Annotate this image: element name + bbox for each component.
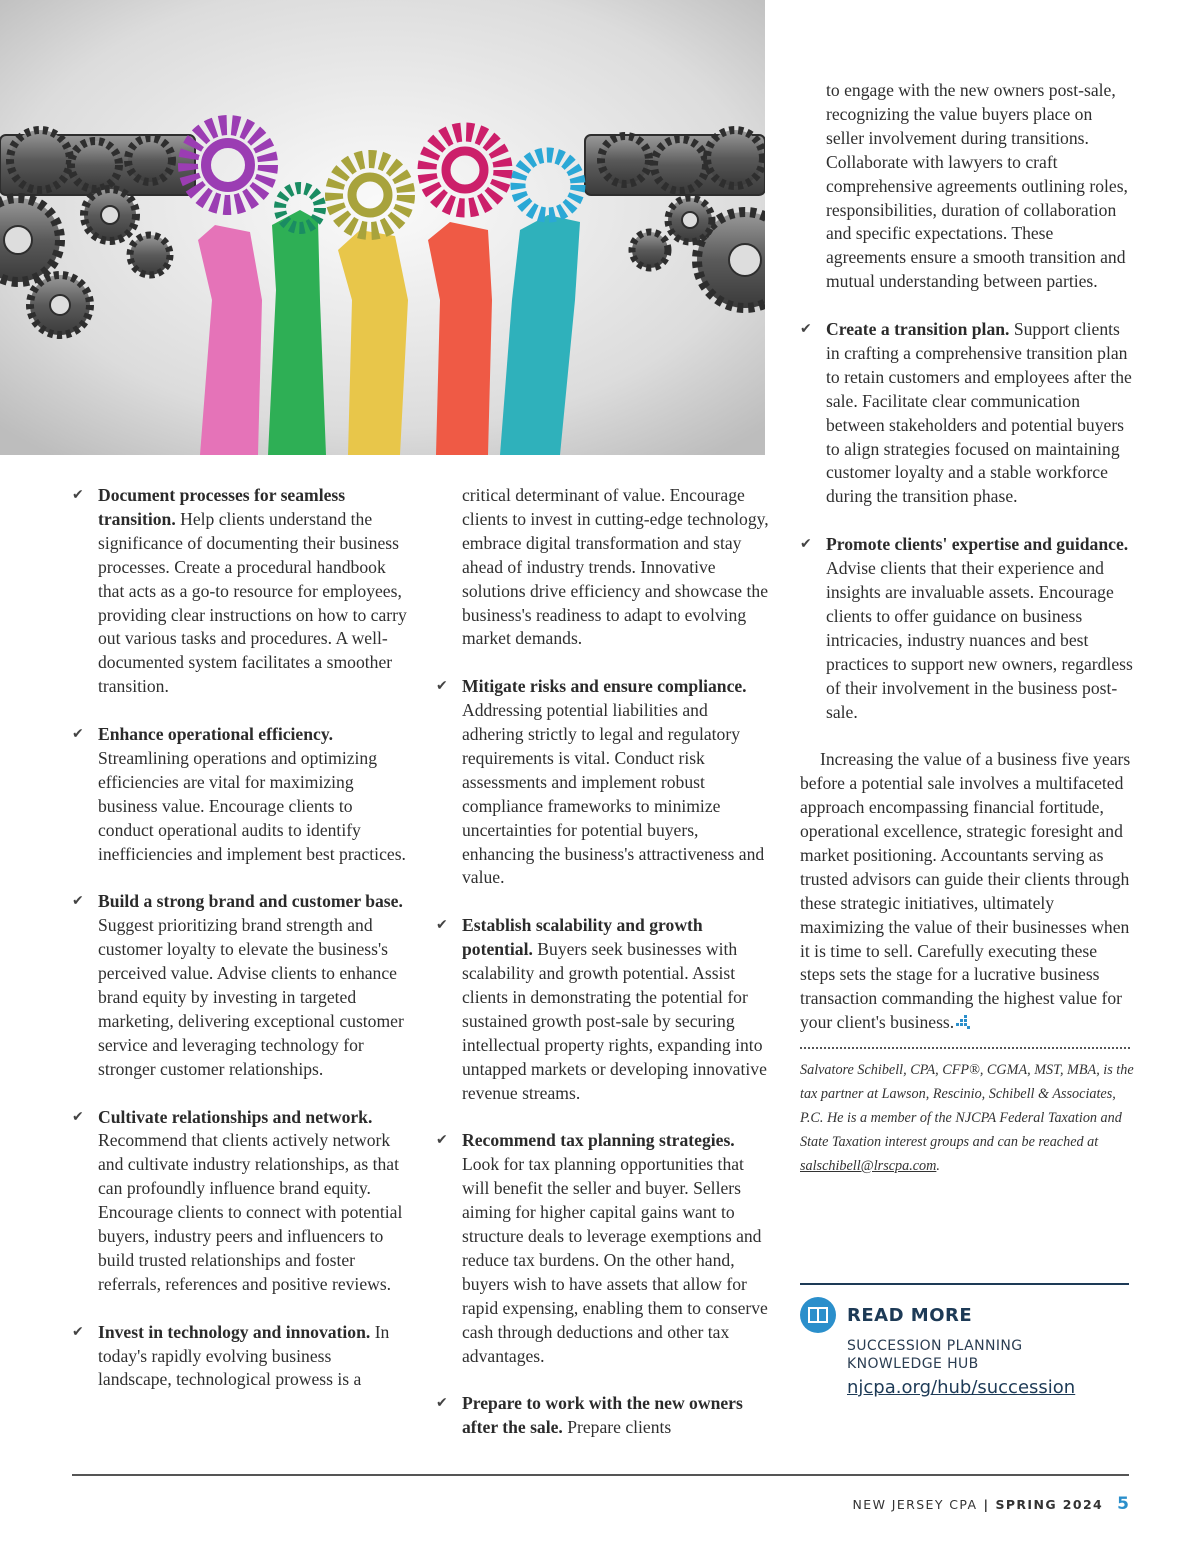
page-footer [853, 1494, 1129, 1514]
closing-paragraph-text: Increasing the value of a business five years before a potential sale involves a multifaceted approach encompassing financial fortitude, operational excellence, strategic foresight and market positioning. Accountants serving as trusted advisors can guide their clients through these strategic initiatives, ultimately maximizing the value of their businesses when it is time to sell. Carefully executing these steps sets the stage for a lucrative business transaction commanding the highest value for your client's business. [800, 749, 1131, 1033]
checkmark-icon: ✔ [800, 536, 812, 553]
bullet-title: Invest in technology and innovation. [98, 1321, 371, 1342]
bullet-item [436, 1129, 772, 1368]
author-bio [800, 1059, 1134, 1179]
bullet-title: Recommend tax planning strategies. [462, 1130, 735, 1151]
bullet-item [436, 675, 772, 890]
page-number: 5 [1117, 1494, 1129, 1514]
text-column-3 [800, 79, 1134, 1179]
bullet-item [72, 723, 408, 866]
continued-text: to engage with the new owners post-sale, recognizing the value buyers place on seller involvement during transitions. Collaborate with lawyers to craft comprehensive agreements outlining roles, responsibilities, duration of collaboration and specific expectations. These agreements ensure a smooth transition and mutual understanding between parties. [826, 80, 1128, 292]
checkmark-icon: ✔ [72, 893, 84, 910]
author-bio-end: . [936, 1157, 940, 1174]
bullet-body: Help clients understand the significance of documenting their business processes. Create a procedural handbook that acts as a go-to resource for employees, providing clear instructions on how to carry out various tasks and procedures. A well-documented system facilitates a smoother transition. [98, 508, 407, 697]
checkmark-icon: ✔ [436, 1132, 448, 1149]
bullet-title: Create a transition plan. [826, 319, 1010, 340]
bullet-item [72, 484, 408, 699]
bullet-title: Prepare to work with the new owners after the sale. [462, 1393, 743, 1438]
read-more-link[interactable]: njcpa.org/hub/succession [847, 1377, 1076, 1398]
bullet-body: Streamlining operations and optimizing efficiencies are vital for maximizing business value. Encourage clients to conduct operational audits to identify inefficiencies and implement best practices. [98, 747, 406, 864]
bullet-body: Support clients in crafting a comprehensive transition plan to retain customers and employees after the sale. Facilitate clear communication between stakeholders and potential buyers to align strategies focused on maintaining customer loyalty and a stable workforce during the transition phase. [826, 319, 1132, 507]
checkmark-icon: ✔ [72, 726, 84, 743]
bullet-title: Mitigate risks and ensure compliance. [462, 676, 747, 697]
bullet-body: Suggest prioritizing brand strength and customer loyalty to elevate the business's perceived value. Advise clients to enhance brand equity by investing in targeted marketing, delivering exceptional customer service and leveraging technology for stronger customer relationships. [98, 915, 404, 1079]
checkmark-icon: ✔ [436, 1395, 448, 1412]
checkmark-icon: ✔ [72, 1108, 84, 1125]
bullet-item [800, 318, 1134, 509]
footer-separator: | [983, 1497, 990, 1512]
closing-paragraph [800, 748, 1134, 1035]
read-more-subtitle: SUCCESSION PLANNING KNOWLEDGE HUB [847, 1338, 1023, 1372]
author-divider [800, 1047, 1130, 1049]
bullet-item [436, 914, 772, 1105]
read-more-title: READ MORE [847, 1305, 973, 1326]
bullet-title: Build a strong brand and customer base. [98, 891, 403, 912]
publication-name: NEW JERSEY CPA [852, 1497, 978, 1512]
footer-divider [72, 1474, 1129, 1476]
bullet-body: Prepare clients [567, 1417, 672, 1438]
bullet-item [800, 533, 1134, 724]
read-more-box [800, 1283, 1129, 1398]
author-email-link[interactable]: salschibell@lrscpa.com [800, 1157, 937, 1174]
bullet-body: Addressing potential liabilities and adhering strictly to legal and regulatory requirements is vital. Conduct risk assessments and implement robust compliance frameworks to minimize uncertainties for potential buyers, enhancing the business's attractiveness and value. [462, 700, 765, 888]
bullet-title: Establish scalability and growth potential. [462, 915, 703, 960]
bullet-item [72, 890, 408, 1081]
bullet-item [436, 1392, 772, 1440]
checkmark-icon: ✔ [72, 1323, 84, 1340]
hero-image [0, 0, 765, 455]
bullet-body: Buyers seek businesses with scalability and growth potential. Assist clients in demonstrating the potential for sustained growth post-sale by securing intellectual property rights, expanding into untapped markets or developing innovative revenue streams. [462, 939, 767, 1103]
checkmark-icon: ✔ [800, 321, 812, 338]
issue-label: SPRING 2024 [995, 1497, 1104, 1512]
text-column-2 [436, 484, 772, 1464]
bullet-title: Cultivate relationships and network. [98, 1106, 373, 1127]
checkmark-icon: ✔ [436, 917, 448, 934]
bullet-body: Look for tax planning opportunities that will benefit the seller and buyer. Sellers aiming for higher capital gains want to structure deals to leverage exemptions and reduce tax burdens. On the other hand, buyers wish to have assets that allow for rapid expensing, enabling them to conserve cash through deductions and other tax advantages. [462, 1154, 768, 1366]
bullet-body: Recommend that clients actively network and cultivate industry relationships, as that can profoundly influence brand equity. Encourage clients to connect with potential buyers, industry peers and influencers to build trusted relationships and foster referrals, references and positive reviews. [98, 1130, 403, 1294]
bullet-body: In today's rapidly evolving business landscape, technological prowess is a [98, 1321, 390, 1390]
text-column-1 [72, 484, 408, 1416]
bullet-item [72, 1321, 408, 1393]
bullet-title: Enhance operational efficiency. [98, 724, 334, 745]
checkmark-icon: ✔ [72, 487, 84, 503]
hands-holding-gears-illustration [0, 0, 765, 455]
bullet-item [72, 1106, 408, 1297]
bullet-body: Advise clients that their experience and insights are invaluable assets. Encourage clients to offer guidance on business intricacies, industry nuances and best practices to support new owners, regardless of their involvement in the business post-sale. [826, 558, 1133, 722]
bullet-title: Document processes for seamless transition. [98, 485, 346, 529]
book-icon [800, 1297, 836, 1333]
end-mark-icon [956, 1015, 970, 1029]
continued-text: critical determinant of value. Encourage clients to invest in cutting-edge technology, embrace digital transformation and stay ahead of industry trends. Innovative solutions drive efficiency and showcase the business's readiness to adapt to evolving market demands. [462, 485, 769, 649]
bullet-title: Promote clients' expertise and guidance. [826, 534, 1129, 555]
author-bio-text: Salvatore Schibell, CPA, CFP®, CGMA, MST, MBA, is the tax partner at Lawson, Rescinio, Schibell & Associates, P.C. He is a member of the NJCPA Federal Taxation and State Taxation interest groups and can be reached at [800, 1062, 1134, 1150]
checkmark-icon: ✔ [436, 678, 448, 695]
